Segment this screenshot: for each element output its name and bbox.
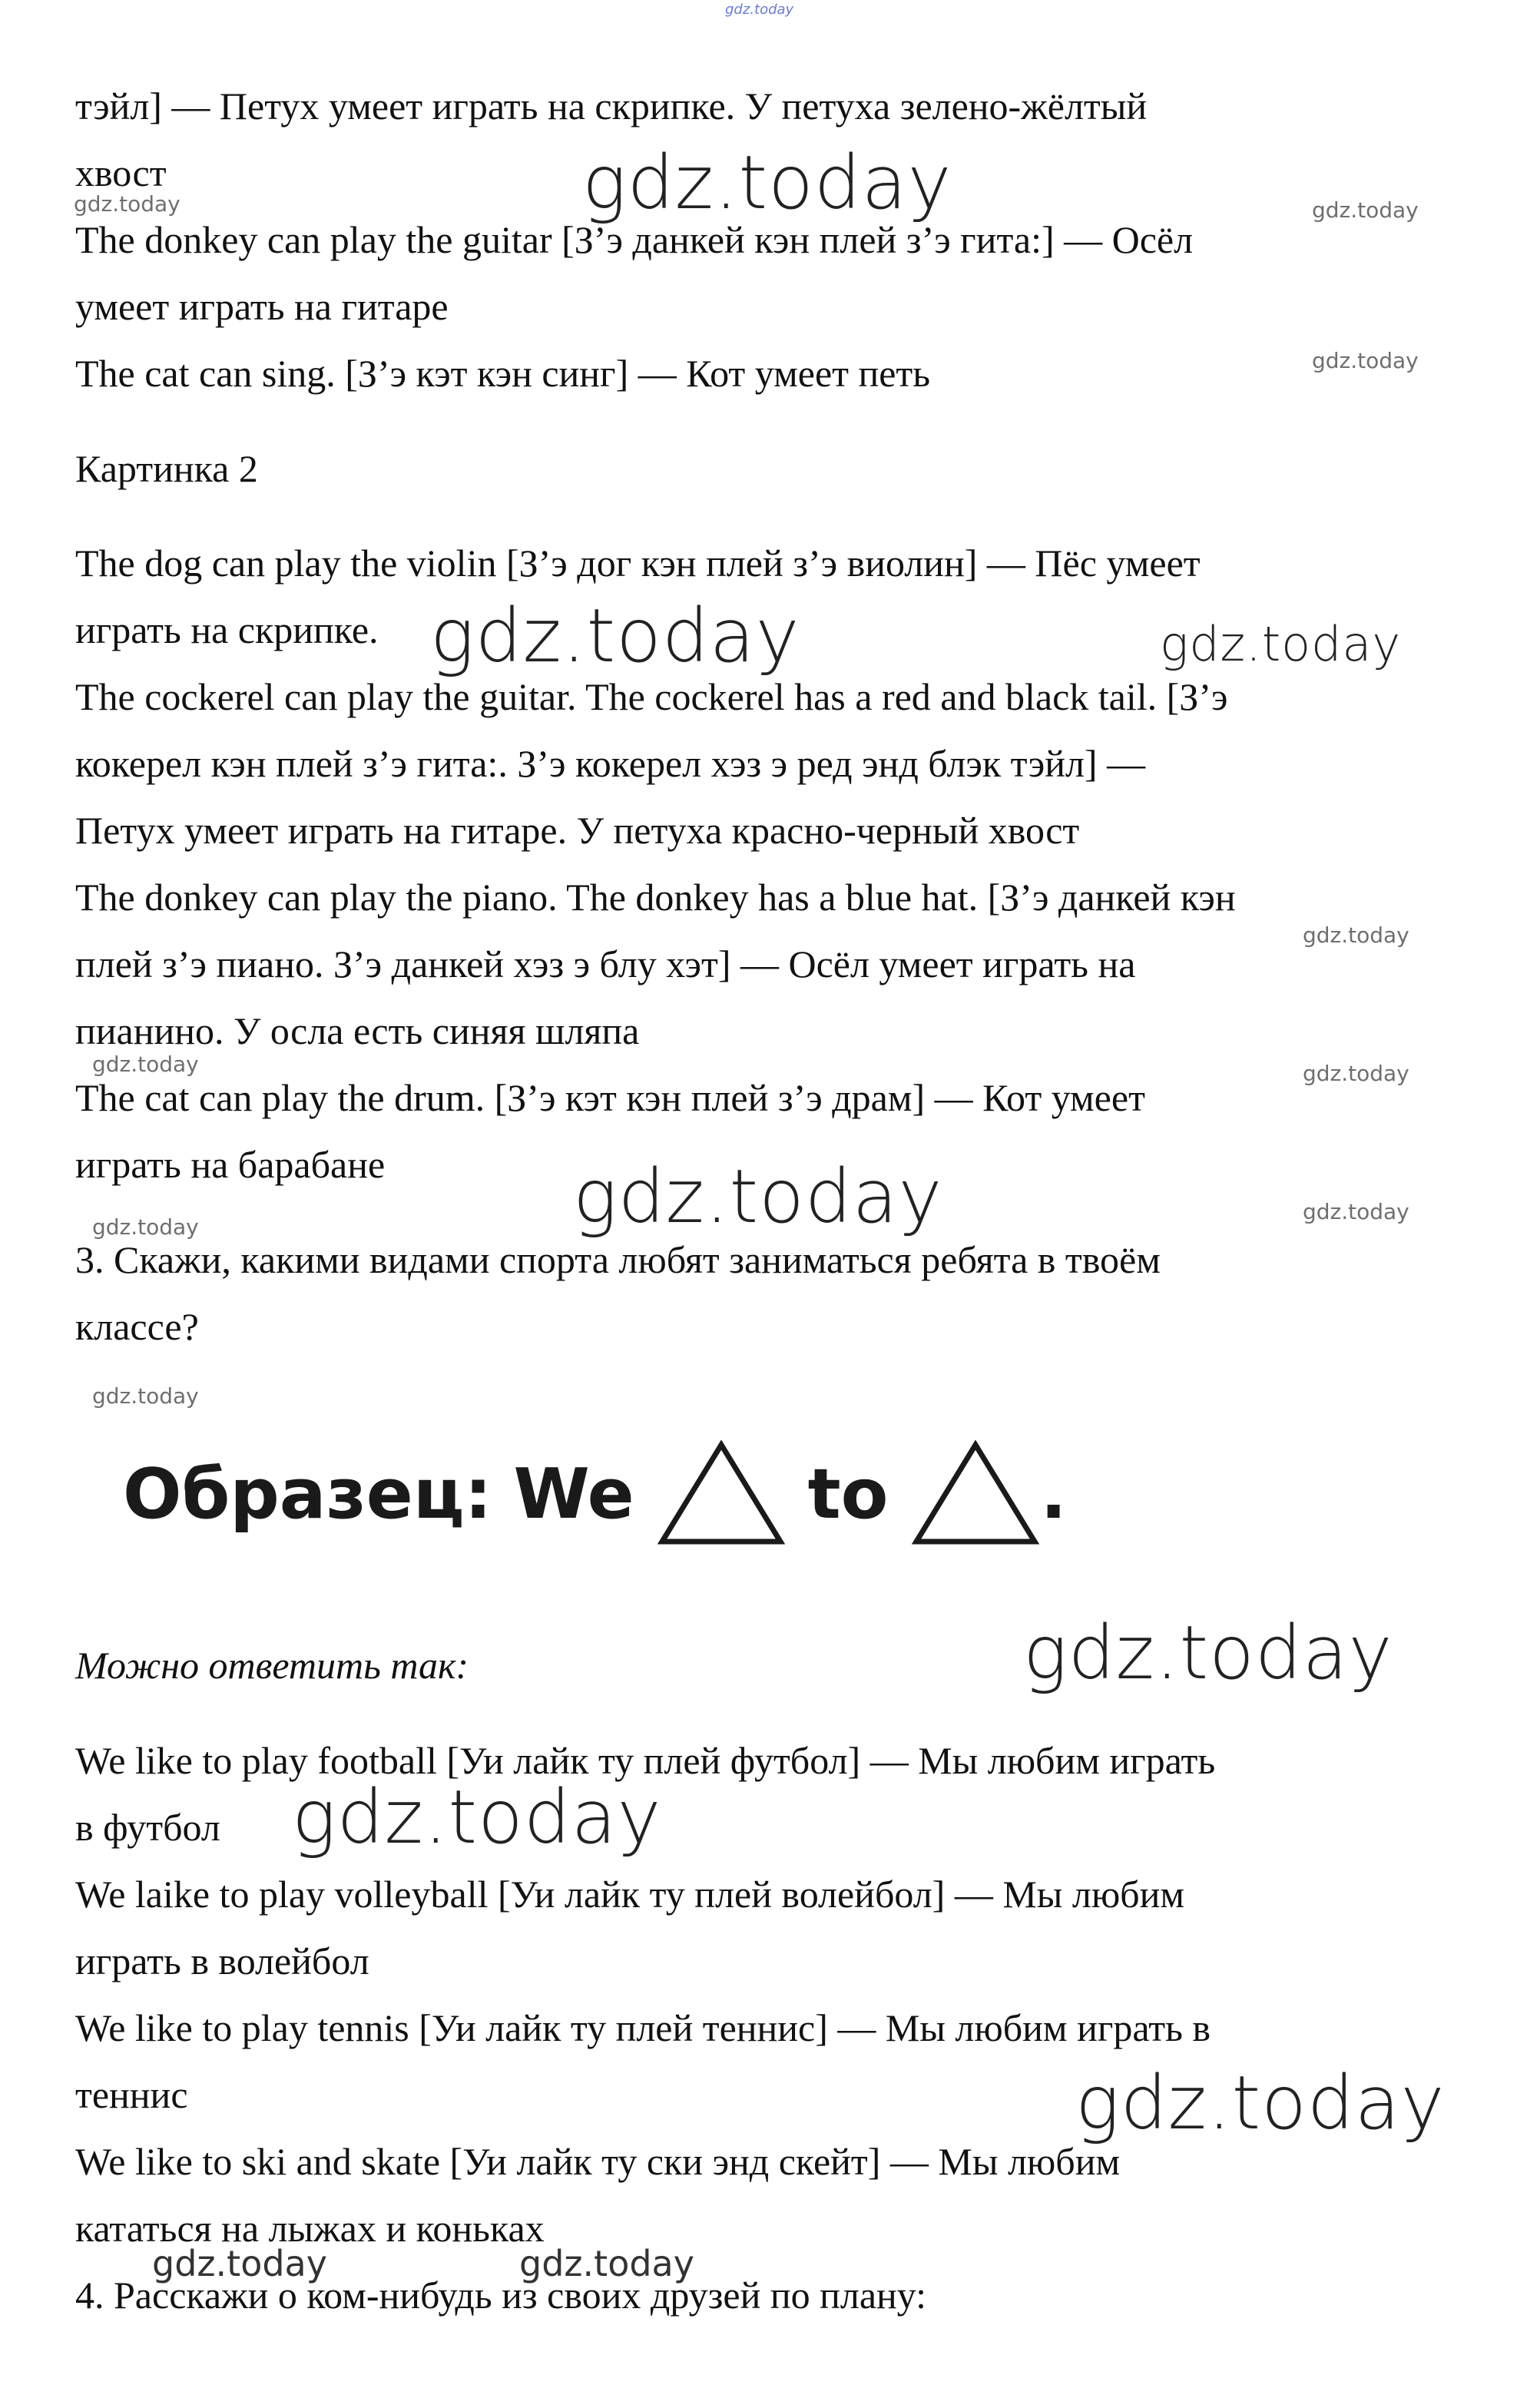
header-watermark: gdz.today bbox=[725, 2, 794, 18]
text-line: плей з’э пиано. З’э данкей хэз э блу хэт] — Осёл умеет играть на bbox=[75, 942, 1136, 985]
text-line: тэйл] — Петух умеет играть на скрипке. У петуха зелено-жёлтый bbox=[75, 84, 1148, 128]
watermark: gdz.today bbox=[92, 1383, 199, 1409]
task-heading: 4. Расскажи о ком-нибудь из своих друзей по плану: bbox=[75, 2274, 927, 2317]
watermark: gdz.today bbox=[74, 191, 181, 217]
text-line: играть в волейбол bbox=[75, 1939, 369, 1982]
watermark: gdz.today bbox=[1023, 1610, 1393, 1696]
text-line: The cat can sing. [З’э кэт кэн синг] — Кот умеет петь bbox=[75, 352, 931, 395]
watermark: gdz.today bbox=[1303, 922, 1409, 948]
triangle-icon bbox=[656, 1440, 787, 1548]
text-line: We like to play tennis [Уи лайк ту плей теннис] — Мы любим играть в bbox=[75, 2006, 1211, 2049]
watermark: gdz.today bbox=[1160, 616, 1402, 672]
section-title: Картинка 2 bbox=[75, 447, 258, 490]
text-line: в футбол bbox=[75, 1806, 220, 1849]
text-line: The dog can play the violin [З’э дог кэн плей з’э виолин] — Пёс умеет bbox=[75, 542, 1201, 585]
text-line: кататься на лыжах и коньках bbox=[75, 2207, 545, 2250]
watermark: gdz.today bbox=[92, 1214, 199, 1240]
answer-intro: Можно ответить так: bbox=[75, 1644, 469, 1687]
text-line: Петух умеет играть на гитаре. У петуха красно-черный хвост bbox=[75, 809, 1080, 852]
text-line: умеет играть на гитаре bbox=[75, 285, 449, 328]
watermark: gdz.today bbox=[92, 1052, 199, 1077]
sample-word-to: to bbox=[807, 1453, 889, 1535]
text-line: We like to play football [Уи лайк ту плей футбол] — Мы любим играть bbox=[75, 1739, 1216, 1782]
text-line: We laike to play volleyball [Уи лайк ту плей волейбол] — Мы любим bbox=[75, 1873, 1185, 1916]
sample-period: . bbox=[1040, 1453, 1067, 1535]
watermark: gdz.today bbox=[1075, 2060, 1446, 2146]
text-line: хвост bbox=[75, 151, 167, 194]
text-line: играть на барабане bbox=[75, 1143, 386, 1186]
watermark: gdz.today bbox=[292, 1774, 662, 1860]
text-line: играть на скрипке. bbox=[75, 608, 379, 651]
text-line: кокерел кэн плей з’э гита:. З’э кокерел хэз э ред энд блэк тэйл] — bbox=[75, 742, 1146, 785]
watermark: gdz.today bbox=[1312, 197, 1419, 223]
text-line: We like to ski and skate [Уи лайк ту ски энд скейт] — Мы любим bbox=[75, 2140, 1121, 2183]
watermark: gdz.today bbox=[430, 593, 800, 679]
text-line: теннис bbox=[75, 2073, 188, 2116]
sample-label: Образец: bbox=[123, 1453, 492, 1535]
watermark: gdz.today bbox=[573, 1154, 943, 1240]
text-line: The cat can play the drum. [З’э кэт кэн плей з’э драм] — Кот умеет bbox=[75, 1076, 1145, 1119]
task-heading: 3. Скажи, какими видами спорта любят заниматься ребята в твоём bbox=[75, 1238, 1161, 1281]
watermark: gdz.today bbox=[519, 2243, 694, 2284]
watermark: gdz.today bbox=[582, 140, 952, 226]
sample-word-we: We bbox=[513, 1453, 634, 1535]
watermark: gdz.today bbox=[152, 2243, 327, 2284]
sample-image bbox=[123, 1436, 1067, 1552]
text-line: пианино. У осла есть синяя шляпа bbox=[75, 1009, 640, 1052]
triangle-icon bbox=[910, 1440, 1041, 1548]
text-line: The donkey can play the guitar [З’э данкей кэн плей з’э гита:] — Осёл bbox=[75, 218, 1194, 261]
watermark: gdz.today bbox=[1303, 1199, 1409, 1224]
text-line: классе? bbox=[75, 1305, 199, 1348]
watermark: gdz.today bbox=[1303, 1061, 1409, 1086]
text-line: The cockerel can play the guitar. The cockerel has a red and black tail. [З’э bbox=[75, 675, 1228, 718]
watermark: gdz.today bbox=[1312, 348, 1419, 373]
text-line: The donkey can play the piano. The donkey has a blue hat. [З’э данкей кэн bbox=[75, 876, 1236, 919]
